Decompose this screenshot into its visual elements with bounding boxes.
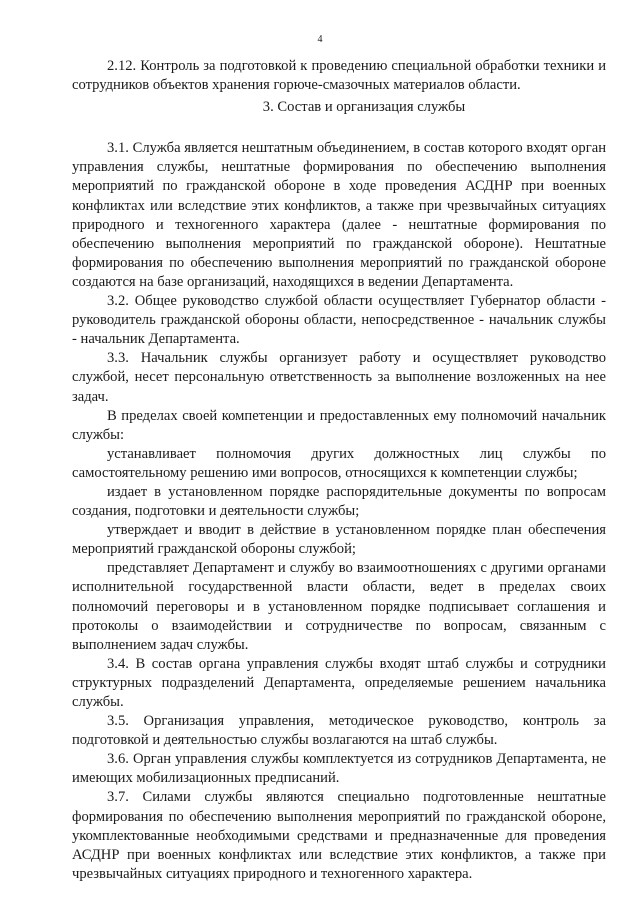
paragraph-3-2: 3.2. Общее руководство службой области осуществляет Губернатор области - руководитель гражданской обороны области, непосредственное - начальник службы - начальник Департамента. — [72, 293, 606, 348]
paragraph-powers-intro: В пределах своей компетенции и предоставленных ему полномочий начальник службы: — [72, 407, 606, 443]
paragraph-3-1: 3.1. Служба является нештатным объединением, в состав которого входят орган управления службы, нештатные формирования по обеспечению выполнения мероприятий по гражданской обороне в ходе проведения АСДНР при военных конфликтах или вследствие этих конфликтов, а также при чрезвычайных ситуациях природного и техногенного характера (далее - нештатные формирования по обеспечению выполнения мероприятий по гражданской обороне). Нештатные формирования по обеспечению выполнения мероприятий по гражданской обороне создаются на базе организаций, находящихся в ведении Департамента. — [72, 140, 606, 290]
paragraph-3-4: 3.4. В состав органа управления службы входят штаб службы и сотрудники структурных подразделений Департамента, определяемые решением начальника службы. — [72, 655, 606, 710]
document-body — [72, 57, 606, 884]
paragraph-3-5: 3.5. Организация управления, методическое руководство, контроль за подготовкой и деятельностью службы возлагаются на штаб службы. — [72, 713, 606, 749]
paragraph-3-7: 3.7. Силами службы являются специально подготовленные нештатные формирования по обеспечению выполнения мероприятий по гражданской обороне, укомплектованные необходимыми средствами и предназначенные для проведения АСДНР при военных конфликтах или вследствие этих конфликтов, а также при чрезвычайных ситуациях природного и техногенного характера. — [72, 789, 606, 882]
paragraph-power-4: представляет Департамент и службу во взаимоотношениях с другими органами исполнительной государственной власти области, ведет в пределах своих полномочий переговоры и в установленном порядке подписывает соглашения и протоколы о взаимодействии и сотрудничестве по вопросам, связанным с выполнением задач службы. — [72, 560, 606, 653]
paragraph-3-3: 3.3. Начальник службы организует работу и осуществляет руководство службой, несет персональную ответственность за выполнение возложенных на нее задач. — [72, 350, 606, 405]
paragraph-power-2: издает в установленном порядке распорядительные документы по вопросам создания, подготовки и деятельности службы; — [72, 483, 606, 520]
paragraph-2-12: 2.12. Контроль за подготовкой к проведению специальной обработки техники и сотрудников объектов хранения горюче-смазочных материалов области. — [72, 58, 606, 94]
spacer — [72, 117, 606, 136]
section-heading: 3. Состав и организация службы — [262, 99, 466, 116]
paragraph-3-6: 3.6. Орган управления службы комплектуется из сотрудников Департамента, не имеющих мобилизационных предписаний. — [72, 751, 606, 787]
page-number: 4 — [317, 34, 323, 45]
paragraph-power-3: утверждает и вводит в действие в установленном порядке план обеспечения мероприятий гражданской обороны службой; — [72, 522, 606, 558]
paragraph-power-1: устанавливает полномочия других должностных лиц службы по самостоятельному решению ими вопросов, относящихся к компетенции службы; — [72, 445, 606, 481]
